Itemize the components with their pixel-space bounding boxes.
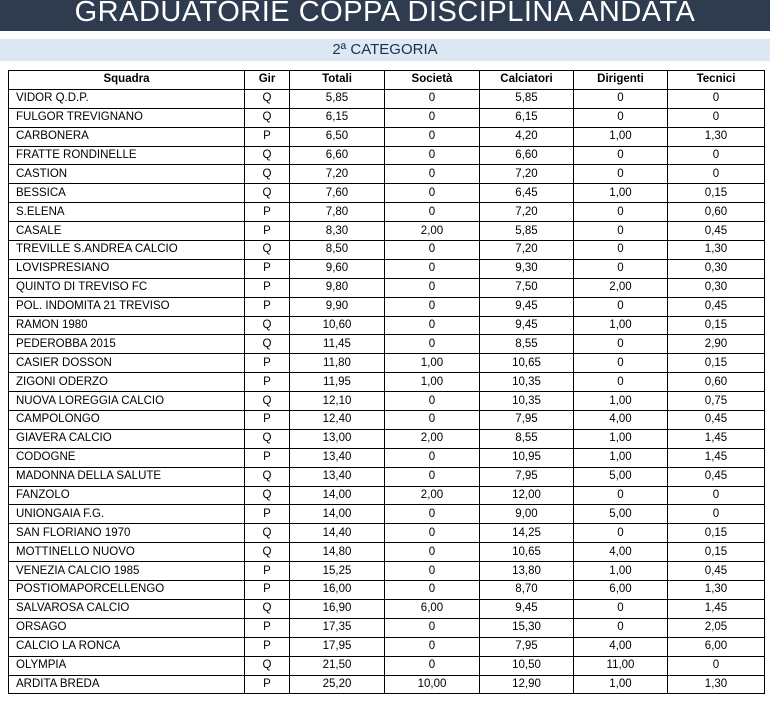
coaches-cell: 0,45 [668,411,765,430]
club-cell: 2,00 [385,429,480,448]
total-cell: 14,40 [290,524,385,543]
team-name-cell: CODOGNE [9,448,245,467]
coaches-cell: 0 [668,656,765,675]
team-name-cell: FULGOR TREVIGNANO [9,108,245,127]
players-cell: 12,00 [480,486,574,505]
group-cell: Q [245,146,290,165]
table-row [9,127,765,146]
players-header: Calciatori [480,71,574,90]
coaches-cell: 0,45 [668,297,765,316]
players-cell: 12,90 [480,675,574,694]
table-row [9,316,765,335]
total-cell: 12,10 [290,392,385,411]
officials-cell: 6,00 [574,581,668,600]
group-cell: Q [245,335,290,354]
officials-cell: 0 [574,486,668,505]
team-name-cell: SAN FLORIANO 1970 [9,524,245,543]
players-cell: 10,50 [480,656,574,675]
players-cell: 7,95 [480,637,574,656]
officials-cell: 11,00 [574,656,668,675]
club-cell: 0 [385,467,480,486]
total-cell: 7,20 [290,165,385,184]
club-cell: 0 [385,448,480,467]
table-row [9,562,765,581]
team-name-cell: SALVAROSA CALCIO [9,599,245,618]
club-cell: 0 [385,656,480,675]
officials-cell: 0 [574,259,668,278]
group-cell: P [245,448,290,467]
table-row [9,203,765,222]
table-row [9,675,765,694]
total-header: Totali [290,71,385,90]
team-name-cell: FANZOLO [9,486,245,505]
total-cell: 7,60 [290,184,385,203]
coaches-cell: 1,30 [668,675,765,694]
coaches-header: Tecnici [668,71,765,90]
players-cell: 10,95 [480,448,574,467]
team-name-cell: TREVILLE S.ANDREA CALCIO [9,241,245,260]
coaches-cell: 1,45 [668,429,765,448]
officials-header: Dirigenti [574,71,668,90]
coaches-cell: 0,45 [668,222,765,241]
officials-cell: 2,00 [574,278,668,297]
coaches-cell: 1,45 [668,599,765,618]
group-cell: P [245,581,290,600]
table-row [9,89,765,108]
team-name-cell: S.ELENA [9,203,245,222]
table-row [9,524,765,543]
coaches-cell: 0 [668,165,765,184]
group-cell: Q [245,165,290,184]
coaches-cell: 1,30 [668,127,765,146]
category-header: 2ª CATEGORIA [0,39,770,61]
group-cell: P [245,259,290,278]
table-row [9,637,765,656]
group-cell: Q [245,316,290,335]
table-row [9,354,765,373]
team-name-cell: CASTION [9,165,245,184]
group-cell: Q [245,543,290,562]
players-cell: 9,45 [480,316,574,335]
team-name-cell: PEDEROBBA 2015 [9,335,245,354]
group-cell: Q [245,599,290,618]
players-cell: 9,45 [480,297,574,316]
table-row [9,486,765,505]
coaches-cell: 0 [668,146,765,165]
officials-cell: 4,00 [574,543,668,562]
club-cell: 0 [385,184,480,203]
officials-cell: 0 [574,89,668,108]
team-name-cell: BESSICA [9,184,245,203]
players-cell: 7,20 [480,203,574,222]
coaches-cell: 0,30 [668,278,765,297]
team-name-cell: UNIONGAIA F.G. [9,505,245,524]
group-cell: P [245,278,290,297]
players-cell: 4,20 [480,127,574,146]
table-row [9,656,765,675]
table-row [9,259,765,278]
total-cell: 14,00 [290,486,385,505]
team-name-cell: VIDOR Q.D.P. [9,89,245,108]
table-row [9,505,765,524]
total-cell: 6,15 [290,108,385,127]
group-cell: Q [245,108,290,127]
players-cell: 9,45 [480,599,574,618]
total-cell: 8,50 [290,241,385,260]
coaches-cell: 1,45 [668,448,765,467]
players-cell: 5,85 [480,222,574,241]
coaches-cell: 2,05 [668,618,765,637]
players-cell: 6,15 [480,108,574,127]
coaches-cell: 6,00 [668,637,765,656]
club-cell: 0 [385,203,480,222]
players-cell: 8,55 [480,429,574,448]
total-cell: 21,50 [290,656,385,675]
group-cell: P [245,618,290,637]
group-cell: P [245,505,290,524]
officials-cell: 0 [574,108,668,127]
players-cell: 10,65 [480,543,574,562]
table-row [9,373,765,392]
players-cell: 6,60 [480,146,574,165]
club-cell: 0 [385,411,480,430]
table-row [9,467,765,486]
total-cell: 11,95 [290,373,385,392]
total-cell: 10,60 [290,316,385,335]
officials-cell: 0 [574,618,668,637]
team-name-cell: RAMON 1980 [9,316,245,335]
officials-cell: 4,00 [574,411,668,430]
coaches-cell: 0,15 [668,354,765,373]
club-cell: 0 [385,127,480,146]
team-name-cell: LOVISPRESIANO [9,259,245,278]
coaches-cell: 0 [668,108,765,127]
total-cell: 6,60 [290,146,385,165]
players-cell: 10,35 [480,392,574,411]
group-cell: P [245,297,290,316]
players-cell: 7,95 [480,411,574,430]
total-cell: 15,25 [290,562,385,581]
table-row [9,297,765,316]
total-cell: 25,20 [290,675,385,694]
officials-cell: 1,00 [574,448,668,467]
players-cell: 7,95 [480,467,574,486]
officials-cell: 0 [574,599,668,618]
table-row [9,146,765,165]
club-cell: 0 [385,505,480,524]
table-row [9,581,765,600]
total-cell: 11,80 [290,354,385,373]
officials-cell: 1,00 [574,316,668,335]
group-cell: Q [245,241,290,260]
officials-cell: 0 [574,297,668,316]
table-body [9,89,765,694]
coaches-cell: 0 [668,486,765,505]
club-cell: 0 [385,637,480,656]
players-cell: 15,30 [480,618,574,637]
club-header: Società [385,71,480,90]
coaches-cell: 0,15 [668,543,765,562]
table-row [9,184,765,203]
club-cell: 10,00 [385,675,480,694]
players-cell: 9,30 [480,259,574,278]
total-cell: 17,35 [290,618,385,637]
officials-cell: 0 [574,373,668,392]
coaches-cell: 0,75 [668,392,765,411]
group-cell: P [245,675,290,694]
team-name-header: Squadra [9,71,245,90]
group-cell: Q [245,656,290,675]
club-cell: 0 [385,618,480,637]
table-row [9,241,765,260]
group-cell: Q [245,184,290,203]
players-cell: 6,45 [480,184,574,203]
club-cell: 0 [385,581,480,600]
coaches-cell: 1,30 [668,581,765,600]
total-cell: 5,85 [290,89,385,108]
team-name-cell: ORSAGO [9,618,245,637]
total-cell: 17,95 [290,637,385,656]
table-row [9,165,765,184]
club-cell: 0 [385,241,480,260]
coaches-cell: 1,30 [668,241,765,260]
total-cell: 14,00 [290,505,385,524]
coaches-cell: 0,45 [668,467,765,486]
club-cell: 0 [385,146,480,165]
coaches-cell: 0,45 [668,562,765,581]
total-cell: 9,60 [290,259,385,278]
team-name-cell: FRATTE RONDINELLE [9,146,245,165]
coaches-cell: 0 [668,89,765,108]
group-cell: P [245,637,290,656]
team-name-cell: NUOVA LOREGGIA CALCIO [9,392,245,411]
team-name-cell: CALCIO LA RONCA [9,637,245,656]
players-cell: 10,65 [480,354,574,373]
club-cell: 0 [385,524,480,543]
club-cell: 0 [385,392,480,411]
standings-table [8,70,765,694]
team-name-cell: CASIER DOSSON [9,354,245,373]
group-cell: Q [245,392,290,411]
group-cell: P [245,127,290,146]
total-cell: 6,50 [290,127,385,146]
table-row [9,543,765,562]
officials-cell: 1,00 [574,127,668,146]
group-cell: P [245,222,290,241]
officials-cell: 4,00 [574,637,668,656]
title-banner [0,0,770,31]
total-cell: 14,80 [290,543,385,562]
page-title: GRADUATORIE COPPA DISCIPLINA ANDATA [74,0,696,28]
total-cell: 9,80 [290,278,385,297]
coaches-cell: 0,15 [668,316,765,335]
group-cell: P [245,203,290,222]
table-row [9,599,765,618]
club-cell: 0 [385,89,480,108]
officials-cell: 5,00 [574,467,668,486]
officials-cell: 0 [574,146,668,165]
team-name-cell: ARDITA BREDA [9,675,245,694]
total-cell: 8,30 [290,222,385,241]
coaches-cell: 0 [668,505,765,524]
team-name-cell: CARBONERA [9,127,245,146]
coaches-cell: 0,60 [668,203,765,222]
officials-cell: 0 [574,354,668,373]
group-header: Gir [245,71,290,90]
total-cell: 7,80 [290,203,385,222]
team-name-cell: POSTIOMAPORCELLENGO [9,581,245,600]
group-cell: Q [245,429,290,448]
club-cell: 0 [385,278,480,297]
club-cell: 1,00 [385,373,480,392]
coaches-cell: 0,60 [668,373,765,392]
club-cell: 1,00 [385,354,480,373]
group-cell: Q [245,89,290,108]
table-row [9,618,765,637]
officials-cell: 1,00 [574,392,668,411]
group-cell: Q [245,524,290,543]
club-cell: 0 [385,108,480,127]
table-row [9,222,765,241]
group-cell: Q [245,486,290,505]
officials-cell: 1,00 [574,562,668,581]
players-cell: 14,25 [480,524,574,543]
group-cell: Q [245,467,290,486]
team-name-cell: CAMPOLONGO [9,411,245,430]
table-header [9,71,765,90]
club-cell: 2,00 [385,222,480,241]
players-cell: 13,80 [480,562,574,581]
group-cell: P [245,562,290,581]
club-cell: 0 [385,165,480,184]
team-name-cell: CASALE [9,222,245,241]
total-cell: 16,00 [290,581,385,600]
total-cell: 12,40 [290,411,385,430]
club-cell: 0 [385,562,480,581]
officials-cell: 0 [574,335,668,354]
group-cell: P [245,354,290,373]
total-cell: 13,00 [290,429,385,448]
club-cell: 0 [385,316,480,335]
officials-cell: 0 [574,203,668,222]
officials-cell: 1,00 [574,429,668,448]
total-cell: 9,90 [290,297,385,316]
club-cell: 0 [385,335,480,354]
officials-cell: 0 [574,524,668,543]
club-cell: 0 [385,543,480,562]
team-name-cell: MADONNA DELLA SALUTE [9,467,245,486]
players-cell: 7,20 [480,165,574,184]
total-cell: 11,45 [290,335,385,354]
group-cell: P [245,373,290,392]
club-cell: 0 [385,297,480,316]
players-cell: 8,55 [480,335,574,354]
officials-cell: 1,00 [574,184,668,203]
players-cell: 5,85 [480,89,574,108]
players-cell: 7,20 [480,241,574,260]
players-cell: 8,70 [480,581,574,600]
group-cell: P [245,411,290,430]
club-cell: 6,00 [385,599,480,618]
club-cell: 0 [385,259,480,278]
coaches-cell: 2,90 [668,335,765,354]
team-name-cell: ZIGONI ODERZO [9,373,245,392]
officials-cell: 0 [574,241,668,260]
table-row [9,278,765,297]
players-cell: 7,50 [480,278,574,297]
total-cell: 16,90 [290,599,385,618]
team-name-cell: VENEZIA CALCIO 1985 [9,562,245,581]
team-name-cell: QUINTO DI TREVISO FC [9,278,245,297]
officials-cell: 0 [574,165,668,184]
team-name-cell: MOTTINELLO NUOVO [9,543,245,562]
coaches-cell: 0,15 [668,184,765,203]
team-name-cell: OLYMPIA [9,656,245,675]
team-name-cell: POL. INDOMITA 21 TREVISO [9,297,245,316]
team-name-cell: GIAVERA CALCIO [9,429,245,448]
total-cell: 13,40 [290,467,385,486]
table-row [9,108,765,127]
table-row [9,392,765,411]
officials-cell: 0 [574,222,668,241]
coaches-cell: 0,30 [668,259,765,278]
players-cell: 10,35 [480,373,574,392]
table-row [9,429,765,448]
club-cell: 2,00 [385,486,480,505]
table-row [9,411,765,430]
players-cell: 9,00 [480,505,574,524]
officials-cell: 5,00 [574,505,668,524]
total-cell: 13,40 [290,448,385,467]
header-row [9,71,765,90]
table-row [9,448,765,467]
table-row [9,335,765,354]
officials-cell: 1,00 [574,675,668,694]
coaches-cell: 0,15 [668,524,765,543]
